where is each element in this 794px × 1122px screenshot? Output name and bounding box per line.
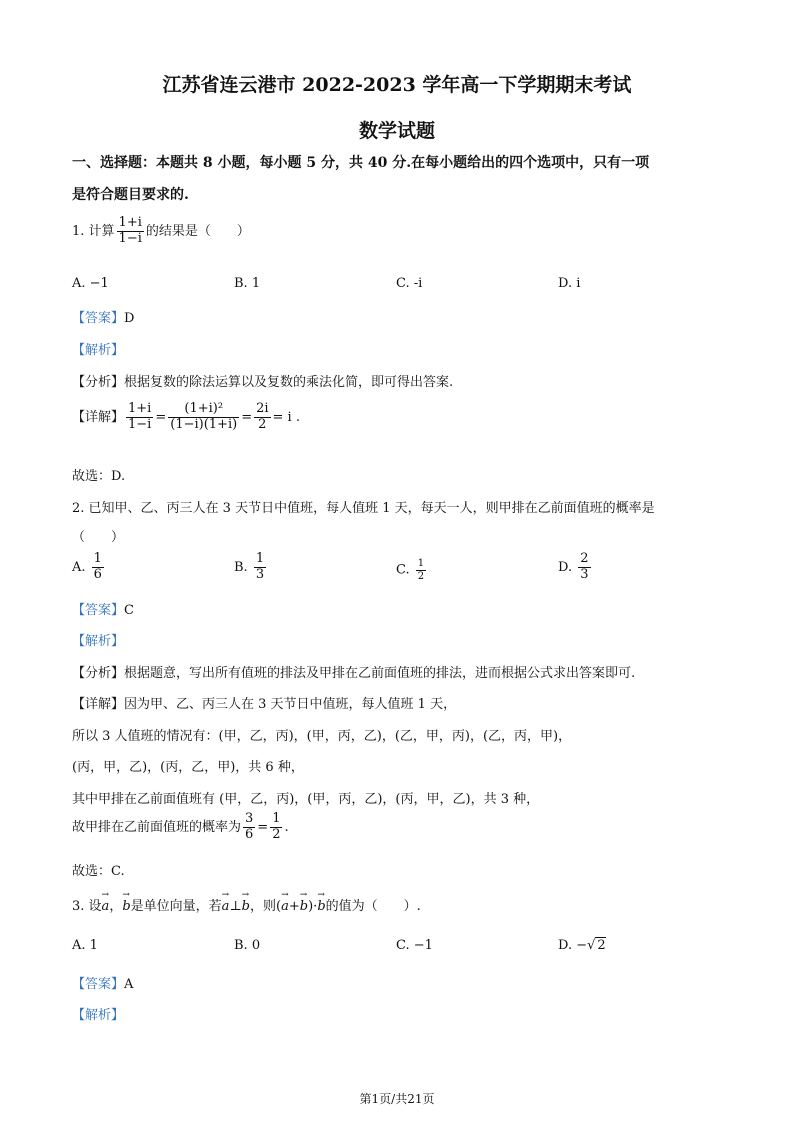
q1-prefix: 1. 计算: [72, 223, 115, 239]
q3-analysis-label: 【解析】: [72, 1008, 125, 1023]
q1-option-d: D. i: [558, 276, 581, 291]
q1-detail-fraction-2: $\frac{\text{(1+i)²}}{(1-i)(1+i)}$: [170, 401, 238, 432]
question-2-stem: 2. 已知甲、乙、丙三人在 3 天节日中值班，每人值班 1 天，每天一人，则甲排在乙前面值班的概率是: [72, 501, 655, 516]
q2-detail-line4: 故甲排在乙前面值班的概率为 $\frac{3}{6}$ = $\frac{1}{2}$ .: [72, 811, 289, 842]
q1-fraction: $\frac{1+i}{1-i}$: [118, 215, 142, 246]
q2-conclusion: 故选：C.: [72, 864, 125, 879]
question-1-stem: [72, 216, 250, 247]
q1-detail-fraction-1: $\frac{1+i}{1-i}$: [128, 401, 152, 432]
q2-fenxi: 【分析】根据题意，写出所有值班的排法及甲排在乙前面值班的排法，进而根据公式求出答案即可.: [72, 666, 636, 681]
document-subtitle: 数学试题: [358, 120, 435, 142]
q2-option-b: B. $\frac{1}{3}$: [234, 551, 265, 582]
q3-option-d: D. −√ 2: [558, 938, 606, 953]
q3-option-c: C. −1: [396, 938, 433, 953]
document-title: 江苏省连云港市 2022-2023 学年高一下学期期末考试: [162, 74, 632, 96]
section-heading-line1: 一、选择题：本题共 8 小题，每小题 5 分，共 40 分.在每小题给出的四个选项中，只有一项: [72, 155, 650, 171]
q2-analysis-label: 【解析】: [72, 634, 125, 649]
q3-option-b: B. 0: [234, 938, 261, 953]
q1-detail: 【详解】 $\frac{1+i}{1-i}$ = $\frac{\text{(1+i)²}}{(1-i)(1+i)}$ = $\frac{2i}{2}$ = i .: [72, 401, 300, 432]
q3-answer: 【答案】A: [72, 977, 134, 992]
page-number: 第1页/共21页: [359, 1092, 435, 1106]
q1-detail-fraction-3: $\frac{2i}{2}$: [256, 401, 269, 432]
q2-detail-line1: 所以 3 人值班的情况有：(甲，乙，丙)，(甲，丙，乙)，(乙，甲，丙)，(乙，丙，甲)，: [72, 729, 572, 744]
q1-conclusion: 故选：D.: [72, 469, 126, 484]
q2-detail-line2: (丙，甲，乙)，(丙，乙，甲)，共 6 种，: [72, 760, 304, 775]
q2-option-a: A. $\frac{1}{6}$: [72, 551, 102, 582]
q2-paren: （ ）: [72, 530, 125, 545]
q1-option-c: C. -i: [396, 276, 423, 291]
q2-option-c: C. $\frac{1}{2}$: [396, 558, 425, 582]
q2-detail-line3: 其中甲排在乙前面值班有 (甲，乙，丙)，(甲，丙，乙)，(丙，甲，乙)，共 3 种，: [72, 792, 540, 807]
q2-detail: 【详解】因为甲、乙、丙三人在 3 天节日中值班，每人值班 1 天，: [72, 697, 457, 712]
question-3-stem: 3. 设→ a，→ b是单位向量，若→ a⊥→ b，则(→ a+→ b)·→ b的值为（ ）.: [72, 895, 421, 914]
section-heading-line2: 是符合题目要求的.: [72, 187, 189, 203]
q1-option-a: A. −1: [72, 276, 109, 291]
q3-option-a: A. 1: [72, 938, 98, 953]
q1-fenxi: 【分析】根据复数的除法运算以及复数的乘法化简，即可得出答案.: [72, 375, 454, 390]
q1-option-b: B. 1: [234, 276, 261, 291]
q1-answer: 【答案】D: [72, 311, 135, 326]
q1-suffix: 的结果是（ ）: [145, 223, 250, 239]
q2-answer: 【答案】C: [72, 603, 134, 618]
q1-analysis-label: 【解析】: [72, 343, 125, 358]
q2-option-d: D. $\frac{2}{3}$: [558, 551, 589, 582]
